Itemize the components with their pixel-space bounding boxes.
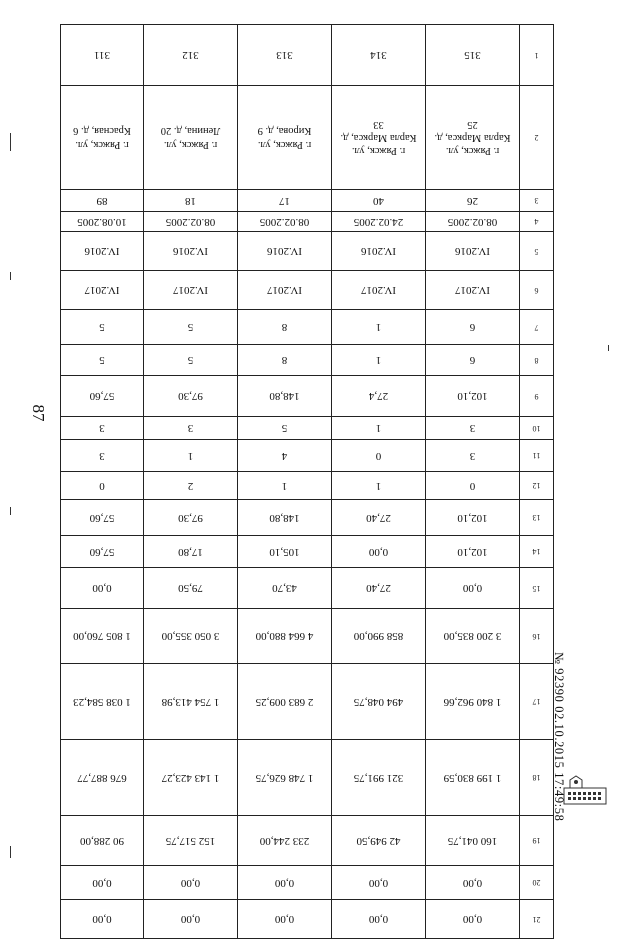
column-number: 17	[520, 664, 554, 740]
value-cell: 79,50	[144, 568, 238, 609]
value-cell: 17,80	[144, 536, 238, 568]
value-cell: 0,00	[426, 866, 520, 900]
address-cell: г. Ряжск, ул. Карла Маркса, д. 25	[426, 86, 520, 190]
notary-stamp-logo	[560, 770, 610, 808]
table-row	[61, 212, 554, 232]
value-cell: 0,00	[332, 536, 426, 568]
value-cell: 3	[426, 440, 520, 472]
value-cell: 08.02.2005	[238, 212, 332, 232]
table-row	[61, 500, 554, 536]
table-row	[61, 536, 554, 568]
registration-stamp-text: № 92390 02.10.2015 17:49:58	[552, 652, 566, 822]
value-cell: 43,70	[238, 568, 332, 609]
value-cell: 26	[426, 190, 520, 212]
table-row	[61, 472, 554, 500]
record-number: 311	[61, 25, 144, 86]
value-cell: IV.2017	[332, 271, 426, 310]
value-cell: 18	[144, 190, 238, 212]
value-cell: 0,00	[61, 568, 144, 609]
value-cell: IV.2016	[61, 232, 144, 271]
value-cell: 0,00	[238, 866, 332, 900]
value-cell: 5	[144, 310, 238, 345]
table-row	[61, 816, 554, 866]
value-cell: 57,60	[61, 536, 144, 568]
value-cell: 27,40	[332, 500, 426, 536]
column-number: 5	[520, 232, 554, 271]
value-cell: 1	[332, 472, 426, 500]
value-cell: 0,00	[238, 900, 332, 939]
column-number: 13	[520, 500, 554, 536]
register-table	[60, 24, 554, 939]
value-cell: 148,80	[238, 376, 332, 417]
address-cell: г. Ряжск, ул. Ленина, д. 20	[144, 86, 238, 190]
value-cell: 102,10	[426, 500, 520, 536]
value-cell: 89	[61, 190, 144, 212]
column-number: 8	[520, 345, 554, 376]
value-cell: 0,00	[61, 866, 144, 900]
value-cell: 160 041,75	[426, 816, 520, 866]
value-cell: 1 199 830,59	[426, 740, 520, 816]
value-cell: 1 754 413,98	[144, 664, 238, 740]
value-cell: 40	[332, 190, 426, 212]
value-cell: 321 991,75	[332, 740, 426, 816]
margin-tick	[10, 507, 11, 515]
value-cell: IV.2017	[238, 271, 332, 310]
value-cell: 17	[238, 190, 332, 212]
value-cell: 6	[426, 310, 520, 345]
value-cell: 90 288,00	[61, 816, 144, 866]
table-row	[61, 609, 554, 664]
address-cell: г. Ряжск, ул. Карла Маркса, д. 33	[332, 86, 426, 190]
address-cell: г. Ряжск, ул. Красная, д. 6	[61, 86, 144, 190]
value-cell: 0,00	[426, 568, 520, 609]
value-cell: 5	[144, 345, 238, 376]
value-cell: 5	[238, 417, 332, 440]
column-number: 1	[520, 25, 554, 86]
value-cell: IV.2016	[332, 232, 426, 271]
margin-tick	[10, 133, 11, 151]
margin-tick	[10, 846, 11, 858]
column-number: 16	[520, 609, 554, 664]
value-cell: 3 200 835,00	[426, 609, 520, 664]
table-row	[61, 345, 554, 376]
record-number: 314	[332, 25, 426, 86]
value-cell: 2 683 009,25	[238, 664, 332, 740]
value-cell: 1	[332, 345, 426, 376]
value-cell: 57,60	[61, 376, 144, 417]
table-row	[61, 740, 554, 816]
value-cell: 4	[238, 440, 332, 472]
value-cell: IV.2016	[144, 232, 238, 271]
value-cell: 6	[426, 345, 520, 376]
record-number: 315	[426, 25, 520, 86]
value-cell: IV.2017	[426, 271, 520, 310]
page-number: 87	[29, 404, 48, 422]
register-body	[61, 25, 554, 939]
value-cell: 24.02.2005	[332, 212, 426, 232]
value-cell: 1	[238, 472, 332, 500]
column-number: 2	[520, 86, 554, 190]
column-number: 9	[520, 376, 554, 417]
value-cell: 8	[238, 310, 332, 345]
table-row	[61, 568, 554, 609]
value-cell: 2	[144, 472, 238, 500]
value-cell: 1 805 760,00	[61, 609, 144, 664]
column-number: 4	[520, 212, 554, 232]
margin-tick	[10, 272, 11, 280]
value-cell: 3 050 355,00	[144, 609, 238, 664]
column-number: 7	[520, 310, 554, 345]
table-row	[61, 900, 554, 939]
column-number: 10	[520, 417, 554, 440]
table-row	[61, 664, 554, 740]
value-cell: 1	[144, 440, 238, 472]
column-number: 3	[520, 190, 554, 212]
column-number: 15	[520, 568, 554, 609]
value-cell: 858 990,00	[332, 609, 426, 664]
value-cell: 57,60	[61, 500, 144, 536]
value-cell: 0,00	[426, 900, 520, 939]
table-row	[61, 25, 554, 86]
value-cell: 494 048,75	[332, 664, 426, 740]
column-number: 11	[520, 440, 554, 472]
value-cell: 3	[144, 417, 238, 440]
table-row	[61, 271, 554, 310]
value-cell: 08.02.2005	[144, 212, 238, 232]
value-cell: 0,00	[144, 900, 238, 939]
table-row	[61, 440, 554, 472]
value-cell: 4 664 880,00	[238, 609, 332, 664]
column-number: 20	[520, 866, 554, 900]
value-cell: IV.2017	[61, 271, 144, 310]
margin-tick	[608, 345, 609, 351]
value-cell: 3	[426, 417, 520, 440]
value-cell: 102,10	[426, 536, 520, 568]
value-cell: IV.2016	[238, 232, 332, 271]
value-cell: 08.02.2005	[426, 212, 520, 232]
table-row	[61, 376, 554, 417]
table-row	[61, 866, 554, 900]
column-number: 6	[520, 271, 554, 310]
value-cell: 105,10	[238, 536, 332, 568]
value-cell: 1 143 423,27	[144, 740, 238, 816]
value-cell: 0	[332, 440, 426, 472]
value-cell: 97,30	[144, 500, 238, 536]
value-cell: 0	[61, 472, 144, 500]
value-cell: 0	[426, 472, 520, 500]
value-cell: 1 840 962,66	[426, 664, 520, 740]
column-number: 18	[520, 740, 554, 816]
value-cell: 27,40	[332, 568, 426, 609]
value-cell: 1	[332, 417, 426, 440]
column-number: 19	[520, 816, 554, 866]
column-number: 14	[520, 536, 554, 568]
value-cell: 676 887,77	[61, 740, 144, 816]
table-row	[61, 417, 554, 440]
record-number: 312	[144, 25, 238, 86]
record-number: 313	[238, 25, 332, 86]
value-cell: 27,4	[332, 376, 426, 417]
value-cell: 1 038 584,23	[61, 664, 144, 740]
value-cell: 10.08.2005	[61, 212, 144, 232]
value-cell: 0,00	[144, 866, 238, 900]
value-cell: 233 244,00	[238, 816, 332, 866]
value-cell: 1 748 626,75	[238, 740, 332, 816]
value-cell: 8	[238, 345, 332, 376]
address-cell: г. Ряжск, ул. Кирова, д. 9	[238, 86, 332, 190]
value-cell: IV.2017	[144, 271, 238, 310]
value-cell: 5	[61, 310, 144, 345]
value-cell: 3	[61, 440, 144, 472]
value-cell: IV.2016	[426, 232, 520, 271]
table-row	[61, 232, 554, 271]
value-cell: 0,00	[61, 900, 144, 939]
value-cell: 148,80	[238, 500, 332, 536]
value-cell: 0,00	[332, 900, 426, 939]
value-cell: 5	[61, 345, 144, 376]
value-cell: 3	[61, 417, 144, 440]
value-cell: 152 517,75	[144, 816, 238, 866]
value-cell: 0,00	[332, 866, 426, 900]
table-row	[61, 310, 554, 345]
table-row	[61, 86, 554, 190]
value-cell: 97,30	[144, 376, 238, 417]
value-cell: 42 949,50	[332, 816, 426, 866]
value-cell: 102,10	[426, 376, 520, 417]
value-cell: 1	[332, 310, 426, 345]
table-row	[61, 190, 554, 212]
column-number: 12	[520, 472, 554, 500]
column-number: 21	[520, 900, 554, 939]
